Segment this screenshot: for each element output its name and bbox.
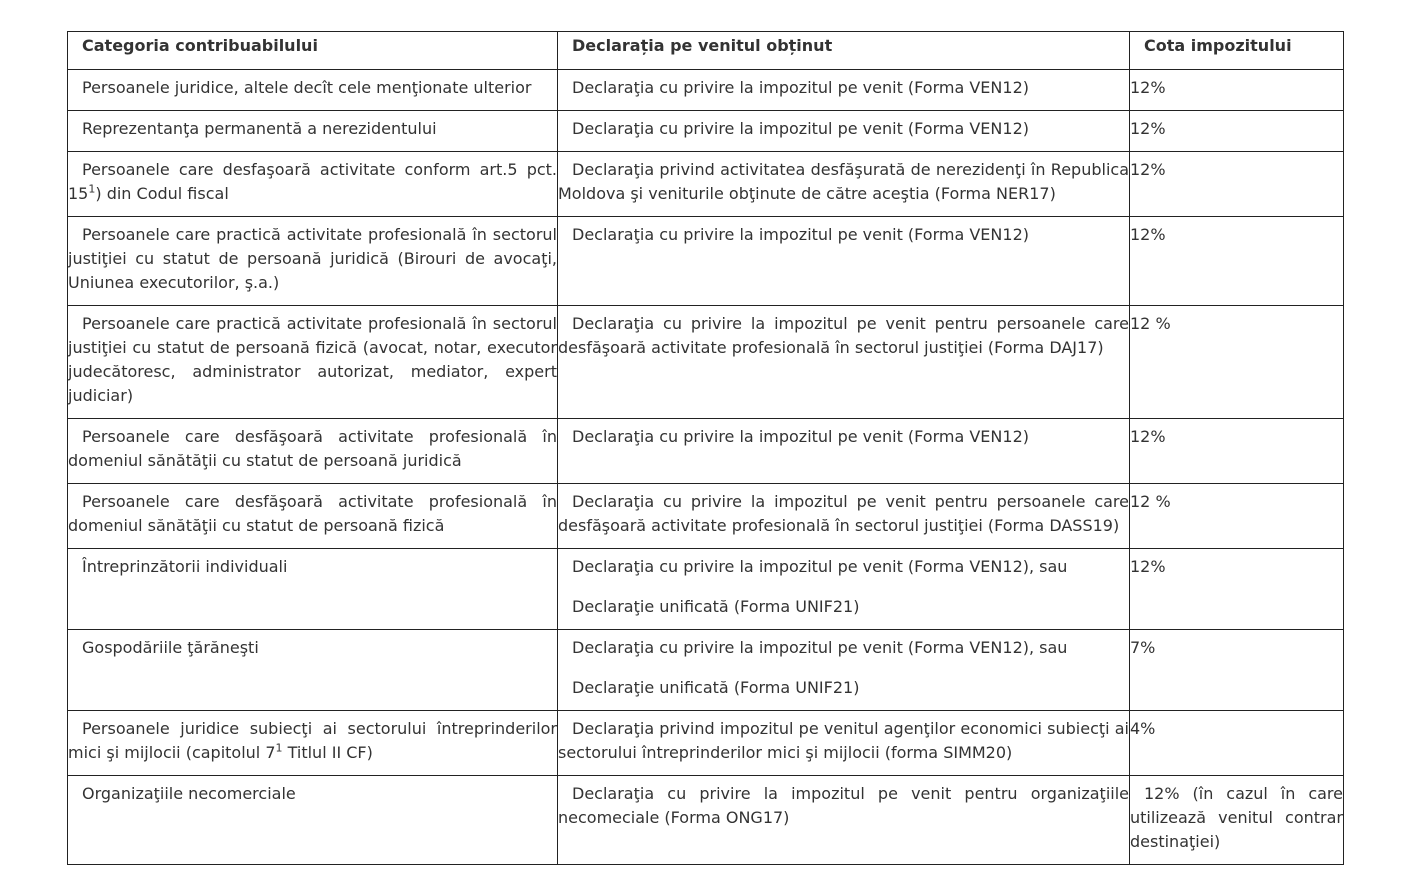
declaration-cell: Declaraţia cu privire la impozitul pe venit (Forma VEN12), sau Declaraţie unificată (Forma UNIF21) <box>558 549 1130 630</box>
tax-rates-table <box>67 31 1344 865</box>
table-header-row <box>68 32 1344 70</box>
category-cell: Persoanele care desfăşoară activitate profesională în domeniul sănătăţii cu statut de persoană juridică <box>68 419 558 484</box>
category-cell: Persoanele juridice subiecţi ai sectorului întreprinderilor mici şi mijlocii (capitolul $7^1$ Titlul II CF) <box>68 711 558 776</box>
declaration-cell: Declaraţia cu privire la impozitul pe venit pentru persoanele care desfăşoară activitate profesională în sectorul justiţiei (Forma DASS19) <box>558 484 1130 549</box>
category-cell: Persoanele care practică activitate profesională în sectorul justiţiei cu statut de persoană fizică (avocat, notar, executor judecătoresc, administrator autorizat, mediator, expert judiciar) <box>68 306 558 419</box>
table-row <box>68 419 1344 484</box>
table-row <box>68 70 1344 111</box>
table-row <box>68 549 1344 630</box>
declaration-cell: Declaraţia cu privire la impozitul pe venit (Forma VEN12) <box>558 111 1130 152</box>
declaration-cell: Declaraţia cu privire la impozitul pe venit pentru organizaţiile necomeciale (Forma ONG17) <box>558 776 1130 865</box>
rate-cell: 12% <box>1130 70 1344 111</box>
category-cell: Gospodăriile ţărăneşti <box>68 630 558 711</box>
superscript: 1 <box>275 741 283 755</box>
rate-cell: 12% <box>1130 419 1344 484</box>
category-cell: Persoanele care desfăşoară activitate profesională în domeniul sănătăţii cu statut de persoană fizică <box>68 484 558 549</box>
category-cell: Întreprinzătorii individuali <box>68 549 558 630</box>
rate-cell: 12% (în cazul în care utilizează venitul contrar destinaţiei) <box>1130 776 1344 865</box>
table-row <box>68 776 1344 865</box>
table-row <box>68 111 1344 152</box>
superscript: 1 <box>88 182 96 196</box>
rate-cell: 4% <box>1130 711 1344 776</box>
table-row <box>68 217 1344 306</box>
declaration-cell: Declaraţia cu privire la impozitul pe venit (Forma VEN12) <box>558 70 1130 111</box>
declaration-cell: Declaraţia privind impozitul pe venitul agenţilor economici subiecţi ai sectorului întreprinderilor mici şi mijlocii (forma SIMM20) <box>558 711 1130 776</box>
header-category: Categoria contribuabilului <box>68 32 558 70</box>
category-cell: Persoanele juridice, altele decît cele menţionate ulterior <box>68 70 558 111</box>
declaration-cell: Declaraţia cu privire la impozitul pe venit (Forma VEN12), sau Declaraţie unificată (Forma UNIF21) <box>558 630 1130 711</box>
table-row <box>68 630 1344 711</box>
declaration-cell: Declaraţia privind activitatea desfăşurată de nerezidenţi în Republica Moldova şi veniturile obţinute de către aceştia (Forma NER17) <box>558 152 1130 217</box>
category-cell: Organizaţiile necomerciale <box>68 776 558 865</box>
category-cell: Reprezentanţa permanentă a nerezidentului <box>68 111 558 152</box>
table-row <box>68 484 1344 549</box>
rate-cell: 12 % <box>1130 306 1344 419</box>
declaration-cell: Declaraţia cu privire la impozitul pe venit (Forma VEN12) <box>558 217 1130 306</box>
rate-cell: 12% <box>1130 549 1344 630</box>
category-cell: Persoanele care practică activitate profesională în sectorul justiţiei cu statut de persoană juridică (Birouri de avocaţi, Uniunea executorilor, ş.a.) <box>68 217 558 306</box>
declaration-cell: Declaraţia cu privire la impozitul pe venit pentru persoanele care desfăşoară activitate profesională în sectorul justiţiei (Forma DAJ17) <box>558 306 1130 419</box>
rate-cell: 7% <box>1130 630 1344 711</box>
header-rate: Cota impozitului <box>1130 32 1344 70</box>
table-row <box>68 152 1344 217</box>
declaration-cell: Declaraţia cu privire la impozitul pe venit (Forma VEN12) <box>558 419 1130 484</box>
rate-cell: 12 % <box>1130 484 1344 549</box>
table-row <box>68 306 1344 419</box>
header-declaration: Declarația pe venitul obținut <box>558 32 1130 70</box>
rate-cell: 12% <box>1130 217 1344 306</box>
rate-cell: 12% <box>1130 111 1344 152</box>
table-row <box>68 711 1344 776</box>
rate-cell: 12% <box>1130 152 1344 217</box>
category-cell: Persoanele care desfaşoară activitate conform art.5 pct. $15^1$) din Codul fiscal <box>68 152 558 217</box>
